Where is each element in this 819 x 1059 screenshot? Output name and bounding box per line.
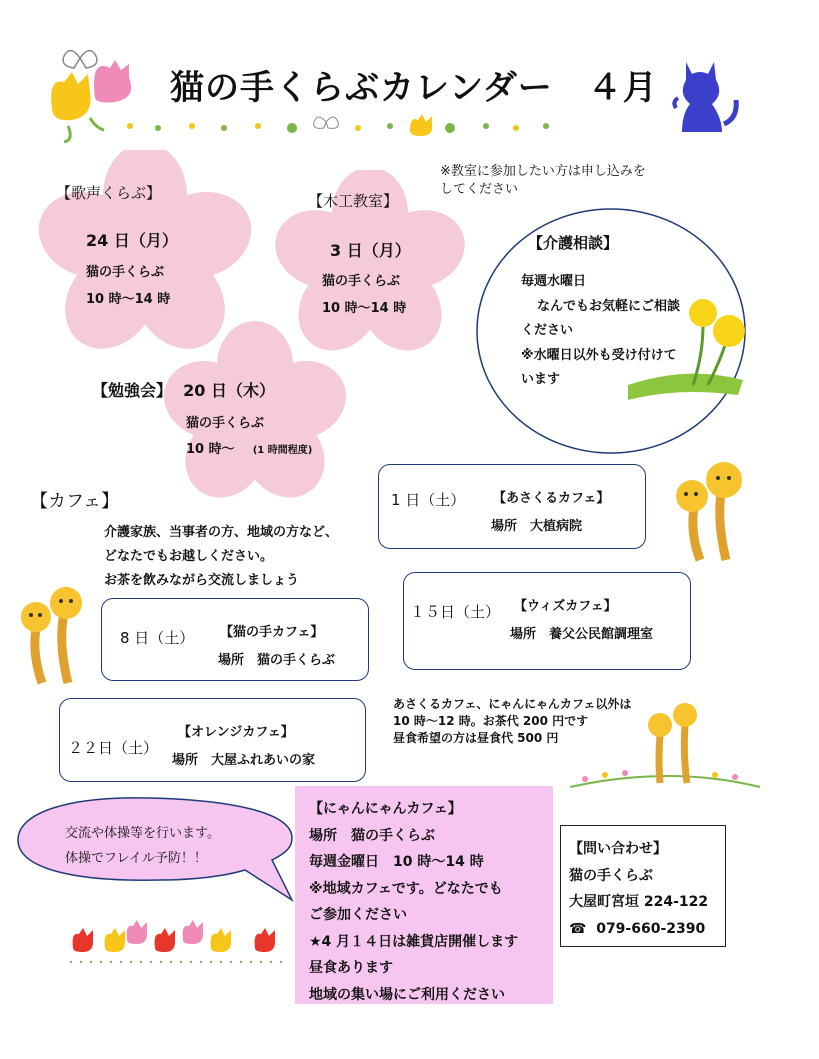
nyan-cafe-details: 【にゃんにゃんカフェ】 場所 猫の手くらぶ 毎週金曜日 10 時〜14 時 ※地域カフェです。どなたでも ご参加ください ★4 月１４日は雑貨店開催します 昼食あります 地域の集い場にご利用ください — [309, 801, 519, 1003]
contact-box — [560, 825, 726, 947]
mokko-date: 3 日（月） — [330, 241, 411, 260]
wiz-cafe-box: １５日（土） 【ウィズカフェ】 場所 養父公民館調理室 — [403, 572, 691, 670]
utagoe-heading: 【歌声くらぶ】 — [56, 184, 162, 202]
contact-phone: ☎ 079-660-2390 — [569, 920, 706, 937]
utagoe-time: 10 時〜14 時 — [86, 292, 171, 307]
cat-icon — [672, 52, 742, 137]
orange-cafe-box: ２２日（土） 【オレンジカフェ】 場所 大屋ふれあいの家 — [59, 698, 366, 782]
mokko-heading: 【木工教室】 — [308, 192, 399, 210]
phone-icon: ☎ — [569, 920, 587, 937]
contact-details: 【問い合わせ】 猫の手くらぶ 大屋町宮垣 224-122 ☎ 079-660-2390 — [569, 836, 708, 942]
cafe-fee-note: あさくるカフェ、にゃんにゃんカフェ以外は 10 時〜12 時。お茶代 200 円です 昼食希望の方は昼食代 500 円 — [393, 697, 632, 745]
tulips-decoration — [65, 918, 295, 968]
nyan-cafe-box — [295, 786, 553, 1004]
benkyo-heading: 【勉強会】 20 日（木） — [92, 381, 275, 400]
kaigo-heading: 【介護相談】 — [528, 234, 619, 252]
page-title: 猫の手くらぶカレンダー ４月 — [170, 68, 658, 108]
utagoe-date: 24 日（月） — [86, 231, 178, 250]
mascot-decoration-right — [672, 458, 762, 563]
dots-decoration — [120, 112, 560, 142]
mokko-time: 10 時〜14 時 — [322, 301, 407, 316]
bubble-text: 交流や体操等を行います。 体操でフレイル予防！！ — [65, 826, 220, 866]
benkyo-place: 猫の手くらぶ — [186, 416, 265, 431]
application-note: ※教室に参加したい方は申し込みを してください — [440, 164, 646, 197]
asakuru-cafe-box: 1 日（土） 【あさくるカフェ】 場所 大植病院 — [378, 464, 646, 549]
utagoe-place: 猫の手くらぶ — [86, 265, 165, 280]
cafe-intro: 介護家族、当事者の方、地域の方など、 どなたでもお越しください。 お茶を飲みながら交流しましょう — [104, 525, 339, 588]
mokko-place: 猫の手くらぶ — [322, 274, 401, 289]
blossom-benkyo — [155, 320, 355, 500]
neko-cafe-box: 8 日（土） 【猫の手カフェ】 場所 猫の手くらぶ — [101, 598, 369, 681]
mascot-decoration-left — [18, 585, 98, 685]
kaigo-details: 毎週水曜日 なんでもお気軽にご相談 ください ※水曜日以外も受け付けて います — [521, 274, 681, 387]
cafe-heading: 【カフェ】 — [30, 491, 120, 512]
benkyo-time: 10 時〜 (1 時間程度) — [186, 442, 313, 457]
mascot-meadow-decoration — [565, 695, 765, 795]
